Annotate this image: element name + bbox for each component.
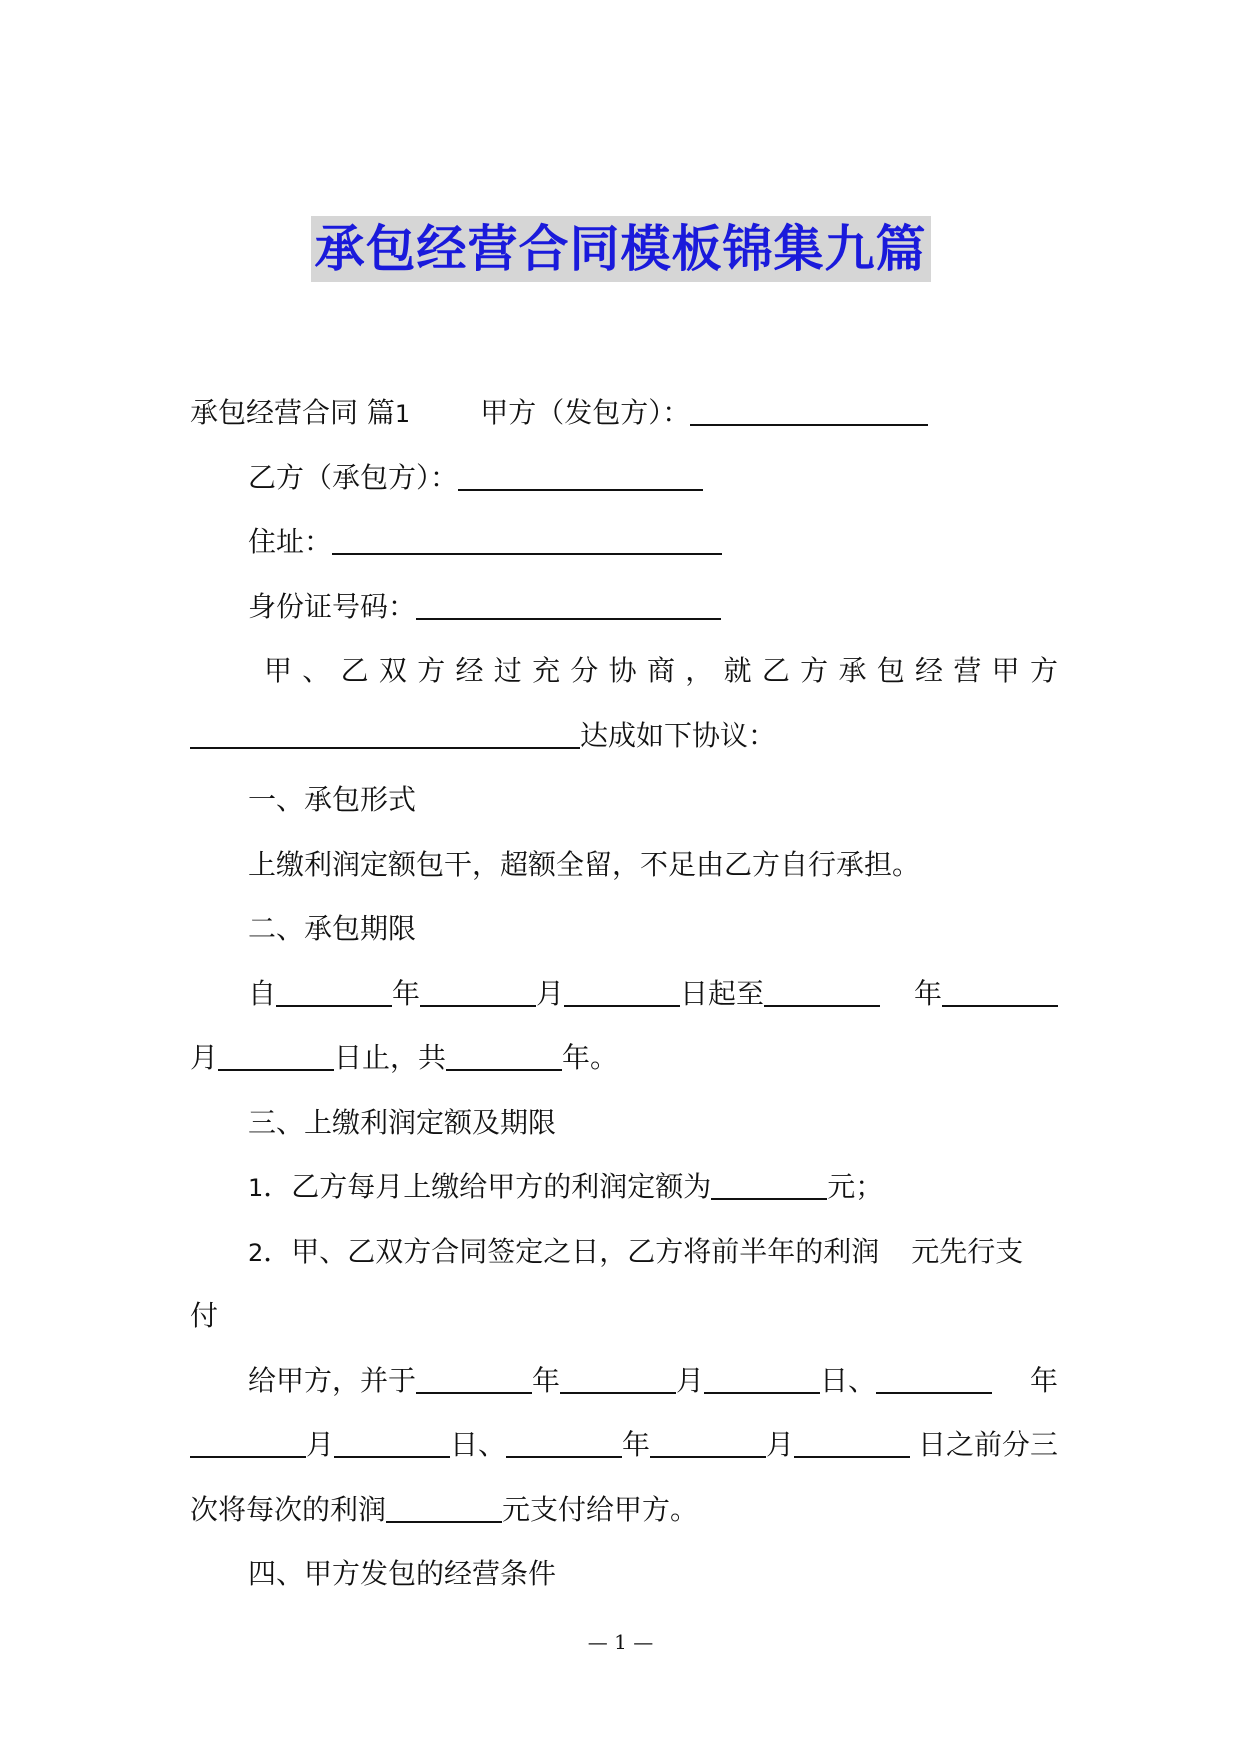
section-3-heading xyxy=(248,1103,1058,1143)
until-label: 日止，共 xyxy=(334,1041,447,1074)
item-2-cont xyxy=(190,1296,1058,1336)
end-year-blank xyxy=(764,975,880,1007)
title-wrap xyxy=(0,216,1241,282)
party-b-blank xyxy=(458,459,703,491)
total-years-blank xyxy=(446,1039,562,1071)
char: 双 xyxy=(378,654,407,687)
section-3-title: 三、上缴利润定额及期限 xyxy=(248,1106,557,1139)
to-label: 日起至 xyxy=(680,977,765,1010)
month-label: 月 xyxy=(190,1041,219,1074)
char: 经 xyxy=(915,654,944,687)
char: 承 xyxy=(838,654,867,687)
payment-part xyxy=(248,1361,992,1401)
id-number-label: 身份证号码： xyxy=(248,590,417,623)
line-agreement-intro xyxy=(264,651,1058,691)
agreement-text: 达成如下协议： xyxy=(580,719,777,752)
year-label: 年 xyxy=(622,1428,651,1461)
item-2-number: 2 xyxy=(248,1239,264,1267)
pay3-year-blank xyxy=(506,1426,622,1458)
item-2-text: ．甲、乙双方合同签定之日，乙方将前半年的利润 xyxy=(263,1235,880,1268)
item-2 xyxy=(248,1232,1058,1273)
section-4-title: 四、甲方发包的经营条件 xyxy=(248,1557,557,1590)
contract-number: 1 xyxy=(394,400,411,428)
payment-label: 给甲方，并于 xyxy=(248,1364,417,1397)
pay1-day-blank xyxy=(704,1362,820,1394)
item-1-text: ．乙方每月上缴给甲方的利润定额为 xyxy=(263,1170,712,1203)
pay2-year-blank xyxy=(876,1362,992,1394)
item-1-unit: 元； xyxy=(827,1170,884,1203)
payment-line-3 xyxy=(190,1490,1058,1530)
char: 方 xyxy=(417,654,446,687)
char: 包 xyxy=(876,654,905,687)
char: 方 xyxy=(1029,654,1058,687)
section-2-heading xyxy=(248,909,1058,949)
pay2-day-blank xyxy=(334,1426,450,1458)
month-label: 月 xyxy=(306,1428,335,1461)
char: 乙 xyxy=(340,654,369,687)
month-label: 月 xyxy=(676,1364,705,1397)
day-label: 日、 xyxy=(450,1428,507,1461)
period-from xyxy=(248,974,880,1014)
section-1-heading xyxy=(248,780,1058,820)
char: 经 xyxy=(455,654,484,687)
end-day-blank xyxy=(218,1039,334,1071)
document-title: 承包经营合同模板锦集九篇 xyxy=(311,216,931,282)
party-a-blank xyxy=(690,394,928,426)
line-party-b xyxy=(248,458,1058,498)
line-period-end xyxy=(190,1038,1058,1078)
char: 甲 xyxy=(991,654,1020,687)
line-agreement-reach xyxy=(190,716,1058,756)
section-4-heading xyxy=(248,1554,1058,1594)
start-year-blank xyxy=(276,975,392,1007)
start-month-blank xyxy=(420,975,536,1007)
end-month-blank xyxy=(942,975,1058,1007)
char: 甲 xyxy=(264,654,293,687)
pay2-month-blank xyxy=(190,1426,306,1458)
address-label: 住址： xyxy=(248,525,333,558)
char: 分 xyxy=(570,654,599,687)
year-label: 年 xyxy=(392,977,421,1010)
char: 过 xyxy=(493,654,522,687)
section-2-title: 二、承包期限 xyxy=(248,912,417,945)
char: 营 xyxy=(953,654,982,687)
item-1-number: 1 xyxy=(248,1174,264,1202)
monthly-profit-blank xyxy=(711,1168,827,1200)
contract-heading: 承包经营合同 篇 xyxy=(190,396,395,429)
day-label: 日、 xyxy=(820,1364,877,1397)
period-end-year xyxy=(914,974,1058,1014)
payment-line-2 xyxy=(190,1425,1058,1465)
pay1-year-blank xyxy=(416,1362,532,1394)
char: 充 xyxy=(532,654,561,687)
month-label: 月 xyxy=(766,1428,795,1461)
pay3-month-blank xyxy=(650,1426,766,1458)
line-period-start xyxy=(248,974,1058,1014)
years-label: 年。 xyxy=(562,1041,619,1074)
item-2-text-b: 元先行支 xyxy=(911,1235,1024,1268)
year-label: 年 xyxy=(1029,1364,1058,1397)
char: 方 xyxy=(800,654,829,687)
address-blank xyxy=(332,523,722,555)
pay3-day-blank xyxy=(794,1426,910,1458)
subject-blank xyxy=(190,717,580,749)
year-label: 年 xyxy=(913,977,942,1010)
char: 协 xyxy=(608,654,637,687)
installment-amount-blank xyxy=(386,1491,502,1523)
start-day-blank xyxy=(564,975,680,1007)
section-1-body xyxy=(248,845,1058,885)
payment-line-1 xyxy=(248,1361,1058,1401)
pay-to-label: 元支付给甲方。 xyxy=(502,1493,699,1526)
section-1-title: 一、承包形式 xyxy=(248,783,417,816)
item-1 xyxy=(248,1167,1058,1208)
year-label: 年 xyxy=(532,1364,561,1397)
line-address xyxy=(248,522,1058,562)
pay1-month-blank xyxy=(560,1362,676,1394)
from-label: 自 xyxy=(248,977,277,1010)
line-id-number xyxy=(248,587,1058,627)
item-2-text-c: 付 xyxy=(190,1299,219,1332)
party-a-label: 甲方（发包方）： xyxy=(480,396,691,429)
page-number: — 1 — xyxy=(587,1630,654,1654)
char: ， xyxy=(685,654,714,687)
before-label: 日之前分三 xyxy=(917,1428,1058,1461)
char: 商 xyxy=(646,654,675,687)
month-label: 月 xyxy=(536,977,565,1010)
installment-label: 次将每次的利润 xyxy=(190,1493,387,1526)
char: 、 xyxy=(302,654,331,687)
section-1-text: 上缴利润定额包干，超额全留，不足由乙方自行承担。 xyxy=(248,848,921,881)
char: 就 xyxy=(723,654,752,687)
line-party-a xyxy=(190,393,1058,434)
party-b-label: 乙方（承包方）： xyxy=(248,461,459,494)
payment-part xyxy=(190,1425,910,1465)
char: 乙 xyxy=(761,654,790,687)
id-number-blank xyxy=(416,588,721,620)
